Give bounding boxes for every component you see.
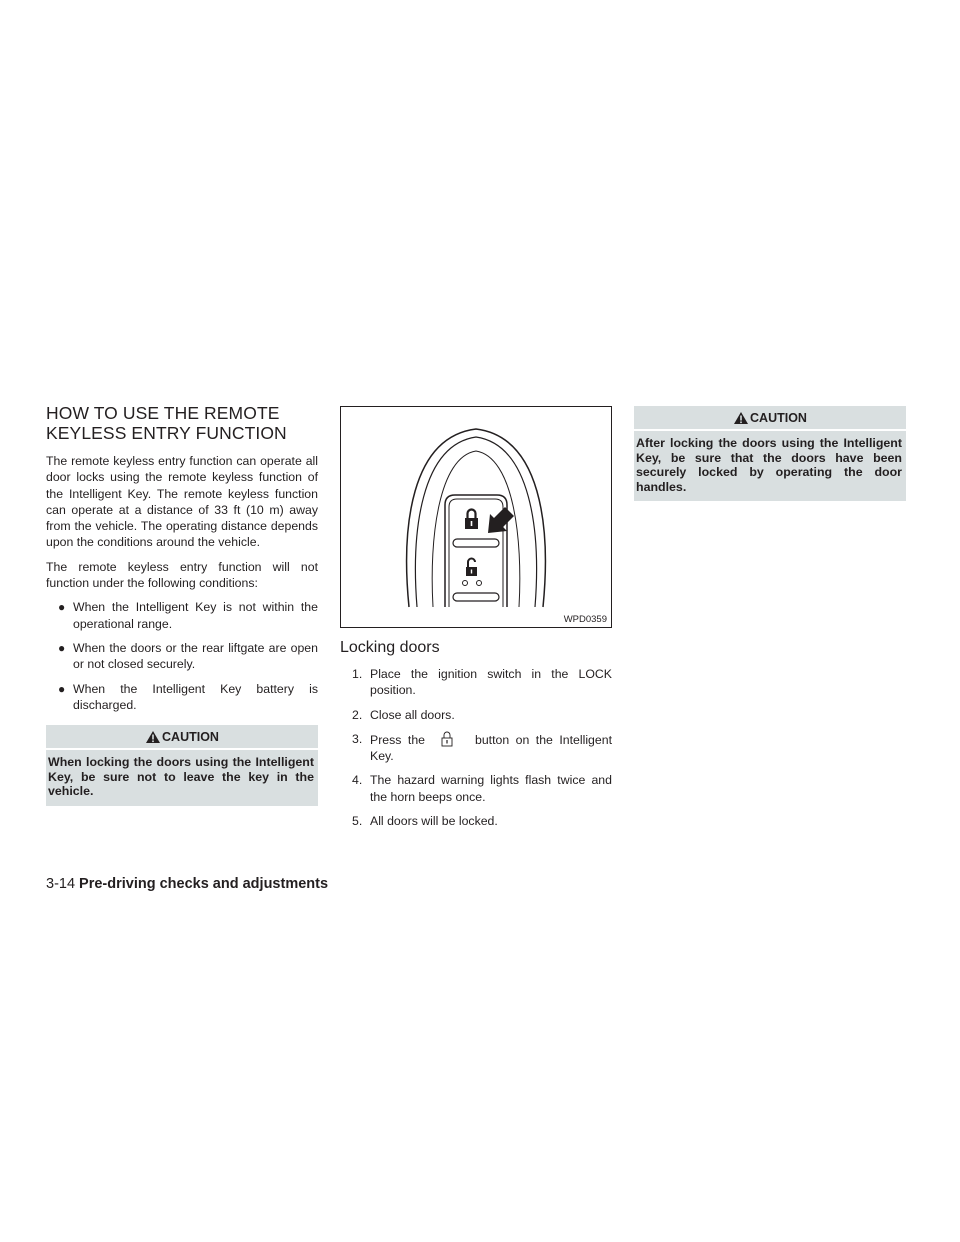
condition-item: ● When the Intelligent Key is not within the operational range. (58, 600, 318, 631)
section-title (46, 403, 318, 443)
caution-text: When locking the doors using the Intelligent Key, be sure not to leave the key in the vehicle. (48, 755, 314, 799)
left-column (46, 400, 318, 806)
step-item: 2. Close all doors. (352, 707, 455, 722)
step-item: 5. All doors will be locked. (352, 814, 498, 829)
condition-item: ● When the Intelligent Key battery is discharged. (58, 681, 318, 712)
chapter-title: Pre-driving checks and adjustments (79, 876, 329, 892)
figure-code: WPD0359 (563, 614, 607, 625)
bullet-icon: ● (58, 640, 66, 655)
right-column (634, 400, 906, 501)
subsection-title: Locking doors (340, 639, 440, 656)
intro-paragraph-1: The remote keyless entry function can operate all door locks using the remote keyless function of the Intelligent Key. The remote keyless function can operate at a distance of 33 ft (10 m) away from the vehicle. The operating distance depends upon the conditions around the vehicle. (46, 454, 318, 550)
bullet-icon: ● (58, 600, 66, 615)
caution-box (46, 725, 318, 806)
conditions-list (46, 599, 318, 713)
step-item: 4. The hazard warning lights flash twice and the horn beeps once. (352, 773, 612, 804)
caution-header: CAUTION (634, 406, 906, 431)
intro-paragraph-2: The remote keyless entry function will not function under the following conditions: (46, 559, 318, 591)
page-footer (46, 876, 328, 892)
warning-triangle-icon (145, 730, 161, 744)
caution-text: After locking the doors using the Intelligent Key, be sure that the doors have been securely locked by operating the door handles. (636, 436, 902, 494)
lock-icon (437, 731, 457, 748)
section-title-line1: HOW TO USE THE REMOTE (46, 403, 280, 423)
step-item: 1. Place the ignition switch in the LOCK position. (352, 667, 612, 698)
condition-item: ● When the doors or the rear liftgate are open or not closed securely. (58, 640, 318, 672)
step-item: 3. Press the button on the Intelligent Key. (352, 731, 612, 764)
middle-column (340, 400, 612, 837)
steps-list (340, 666, 612, 829)
caution-box (634, 406, 906, 501)
intelligent-key-figure (340, 406, 612, 628)
warning-triangle-icon (733, 411, 749, 425)
bullet-icon: ● (58, 681, 66, 696)
section-title-line2: KEYLESS ENTRY FUNCTION (46, 423, 287, 443)
intelligent-key-illustration (341, 407, 611, 627)
page-number: 3-14 (46, 876, 76, 892)
caution-header: CAUTION (46, 725, 318, 750)
